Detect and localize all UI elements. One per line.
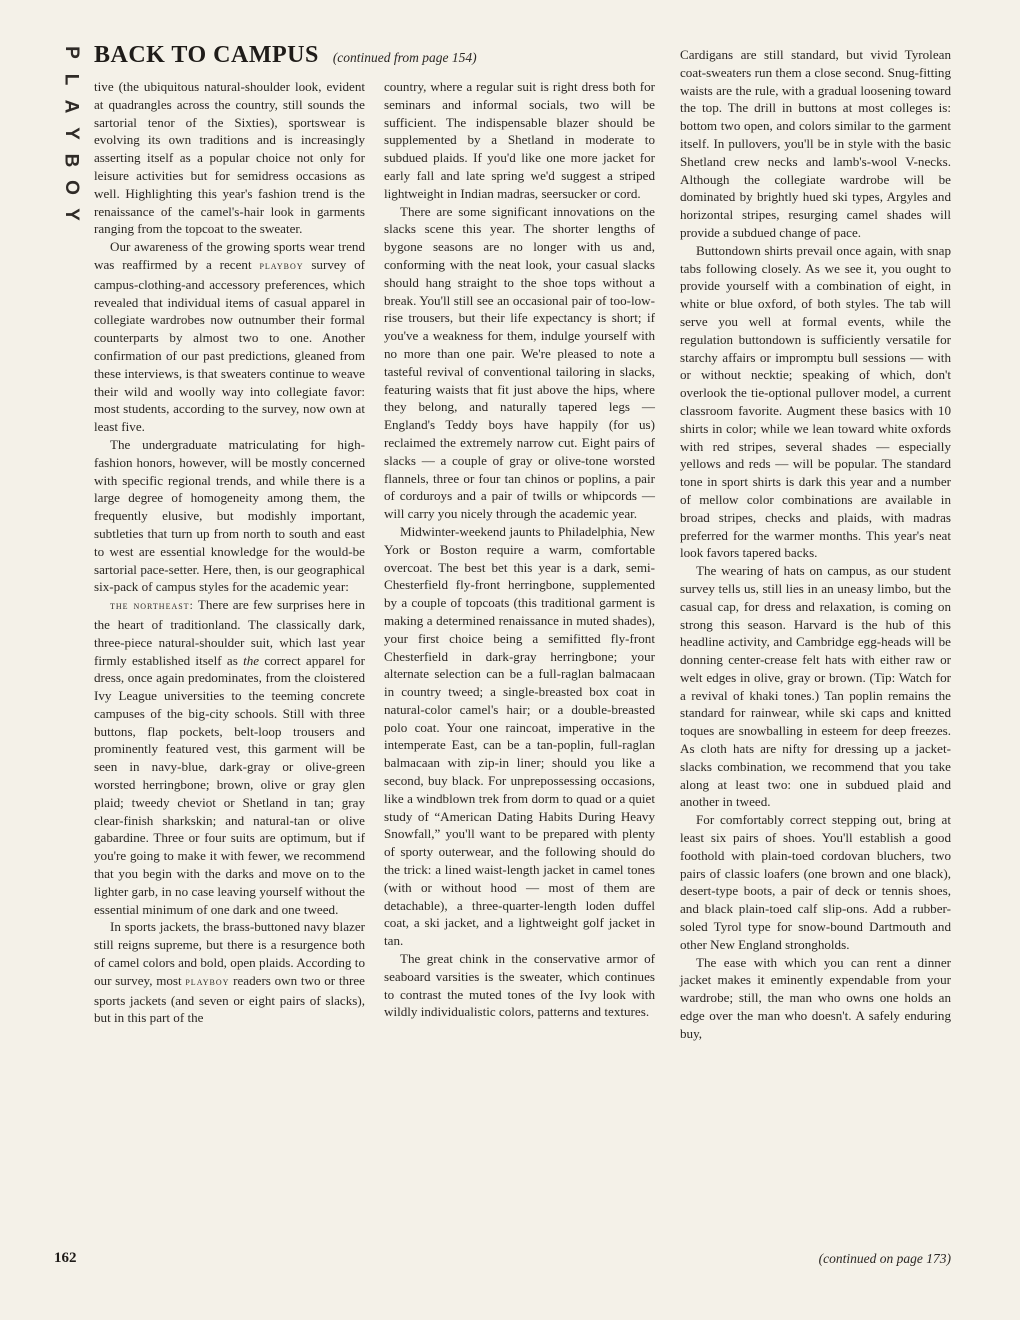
paragraph: The ease with which you can rent a dinner jacket makes it eminently expendable from your wardrobe; still, the man who owns one holds an edge over the man who doesn't. A safely enduring buy, <box>680 954 951 1041</box>
paragraph: Buttondown shirts prevail once again, with snap tabs following closely. As we see it, you ought to provide yourself with a combination of eight, in white or blue oxford, of both styles. The tab will serve you well at formal events, while the regulation buttondown is sufficiently versatile for starchy affairs or impromptu bull sessions — with or without necktie; speaking of which, don't overlook the tie-optional pullover model, a current classroom favorite. Augment these basics with 10 shirts in color; while we lean toward white oxfords with red stripes, several shades — especially yellows and reds — will be popular. The standard tone in sport shirts is dark this year and a number of mellow color combinations are available in broad stripes, checks and plaids, with madras preferred for the warmer months. This year's neat look favors tapered backs. <box>680 242 951 561</box>
masthead-letter: Y <box>60 127 82 142</box>
paragraph <box>94 238 365 436</box>
text-run: There are few surprises here in the heart of traditionland. The classically dark, three-piece natural-shoulder suit, which last year firmly established itself as <box>94 597 365 668</box>
text-run: survey of campus-clothing-and accessory preferences, which revealed that individual items of casual apparel in collegiate wardrobes now outnumber their formal counterparts by almost two to one. Another confirmation of our past predictions, gleaned from these interviews, is that sweaters continue to weave their wild and woolly way into collegiate favor: most students, according to the survey, now own at least five. <box>94 256 365 435</box>
italic-run: the <box>243 652 260 668</box>
masthead-letter: L <box>60 73 82 88</box>
masthead-letter: A <box>60 99 82 116</box>
paragraph: The great chink in the conservative armor of seaboard varsities is the sweater, which continues to contrast the muted tones of the Ivy look with wildly individualistic colors, patterns and textures. <box>384 951 655 1020</box>
paragraph: country, where a regular suit is right dress both for seminars and informal socials, two will be sufficient. The indispensable blazer should be supplemented by a Shetland in moderate to subdued plaids. If you'd like one more jacket for early fall and late spring we'd suggest a striped lightweight in Indian madras, seersucker or cord. <box>384 79 655 201</box>
masthead <box>60 40 82 229</box>
text-column-1 <box>94 78 365 1027</box>
masthead-letter: B <box>60 153 82 170</box>
masthead-letter: O <box>60 180 82 197</box>
article-title: BACK TO CAMPUS <box>94 42 319 68</box>
small-caps-run: playboy <box>185 975 230 988</box>
page-number: 162 <box>54 1250 77 1266</box>
text-column-3 <box>680 46 951 1043</box>
text-run: In sports jackets, the brass-buttoned navy blazer still reigns supreme, but there is a resurgence both of camel colors and bold, open plaids. According to our survey, most <box>94 919 365 988</box>
text-run: readers own two or three sports jackets (and seven or eight pairs of slacks), but in this part of the <box>94 972 365 1026</box>
masthead-letter: P <box>60 46 82 61</box>
paragraph: The undergraduate matriculating for high-fashion honors, however, will be mostly concerned with specific regional trends, and while there is a large degree of homogeneity among them, the frequently elusive, but modishly important, subtleties that turn up from north to south and east to west are essential knowledge for the would-be sartorial pace-setter. Here, then, is our geographical six-pack of campus styles for the academic year: <box>94 436 365 595</box>
text-column-2 <box>384 78 655 1021</box>
section-heading-run: the northeast: <box>110 600 194 613</box>
article-header <box>94 42 477 76</box>
paragraph <box>94 596 365 918</box>
paragraph: The wearing of hats on campus, as our student survey tells us, still lies in an uneasy limbo, but the casual cap, for dress and relaxation, is coming on strong this season. Harvard is the hub of this headline activity, and Cambridge egg-heads will be donning center-crease felt hats with either raw or welt edges in olive, gray or brown. (Tip: Watch for a revival of khaki tones.) Tan poplin remains the standard for rainwear, while ski caps and knitted toques are snowballing in esteem for deep freezes. As cloth hats are nifty for dressing up a jacket-slacks combination, we recommend that you take along at least two: one in subdued plaid and another in tweed. <box>680 563 951 810</box>
paragraph: There are some significant innovations on the slacks scene this year. The shorter lengths of bygone seasons are no longer with us and, conforming with the neat look, your casual slacks should hang straight to the shoe tops without a break. You'll still see an occasional pair of too-low-rise trousers, but their life expectancy is short; if you've a weakness for them, indulge yourself with no more than one pair. We're pleased to note a tasteful revival of conventional tailoring in slacks, featuring waists that fit just above the hips, where they belong, and naturally tapered legs — England's Teddy boys have happily (for us) reclaimed the extremely narrow cut. Eight pairs of slacks — a couple of gray or olive-tone worsted flannels, three or four tan chinos or poplins, a pair of corduroys and a pair of twills or whipcords — will carry you nicely through the academic year. <box>384 203 655 522</box>
small-caps-run: playboy <box>259 259 304 272</box>
paragraph: Cardigans are still standard, but vivid Tyrolean coat-sweaters run them a close second. Snug-fitting waists are the rule, with a gradual loosening toward the top. The drill in buttons at most colleges is: bottom two open, and colors similar to the garment itself. In pullovers, you'll be in style with the basic Shetland crew necks and lamb's-wool V-necks. Although the collegiate wardrobe will be dominated by brightly hued ski types, Argyles and horizontal stripes, resurging camel shades will provide a subdued change of pace. <box>680 47 951 240</box>
paragraph: tive (the ubiquitous natural-shoulder look, evident at quadrangles across the country, still sounds the sartorial tenor of the Sixties), sportswear is evolving its own traditions and is increasingly asserting itself as a popular choice not only for leisure activities but for semidress occasions as well. Highlighting this year's fashion trend is the renaissance of the camel's-hair look in garments ranging from the topcoat to the sweater. <box>94 79 365 237</box>
text-run: Our awareness of the growing sports wear trend was reaffirmed by a recent <box>94 239 365 272</box>
masthead-letter: Y <box>60 208 82 223</box>
text-run: correct apparel for dress, once again predominates, from the cloistered Ivy League universities to the teeming concrete campuses of the big-city schools. Still with three buttons, flap pockets, belt-loop trousers and prominently featured vest, this garment will be seen in navy-blue, dark-gray or olive-green worsted herringbone; brown, olive or gray glen plaid; tweedy cheviot or Shetland in tan; gray clear-finish sharkskin; and natural-tan or olive gabardine. Three or four suits are optimum, but if you're going to make it with fewer, we recommend that you begin with the darks and move on to the lighter garb, in no case leaving yourself without the essential minimum of one dark and one tweed. <box>94 652 365 917</box>
paragraph: Midwinter-weekend jaunts to Philadelphia, New York or Boston require a warm, comfortable overcoat. The best bet this year is a dark, semi-Chesterfield fly-front herringbone, supplemented by a couple of topcoats (this traditional garment is making a determined renaissance in muted shades), your first choice being a semifitted fly-front Chesterfield in dark-gray herringbone; your alternate selection can be a full-raglan balmacaan in country tweed; a single-breasted box coat in natural-color camel's hair; or a double-breasted polo coat. Your one raincoat, imperative in the intemperate East, can be a tan-poplin, full-raglan balmacaan with zip-in liner; should you like a second, buy black. For unprepossessing occasions, like a windblown trek from dorm to quad or a quiet study of “American Dating Habits During Heavy Snowfall,” you'll want to be prepared with plenty of sporty outerwear, and the following should do the trick: a lined waist-length jacket in camel tones (with or without hood — most of them are detachable), a three-quarter-length loden duffel coat, a ski jacket, and a lightweight golf jacket in tan. <box>384 523 655 949</box>
continued-on-note: (continued on page 173) <box>818 1251 951 1266</box>
paragraph: For comfortably correct stepping out, bring at least six pairs of shoes. You'll establish a good foothold with plain-toed cordovan bluchers, two pairs of classic loafers (one brown and one black), desert-type boots, a pair of deck or tennis shoes, and black plain-toed calf slip-ons. Add a rubber-soled Tyrol type for snow-bound Dartmouth and other New England strongholds. <box>680 812 951 952</box>
continued-from-note: (continued from page 154) <box>332 50 477 65</box>
paragraph <box>94 918 365 1027</box>
